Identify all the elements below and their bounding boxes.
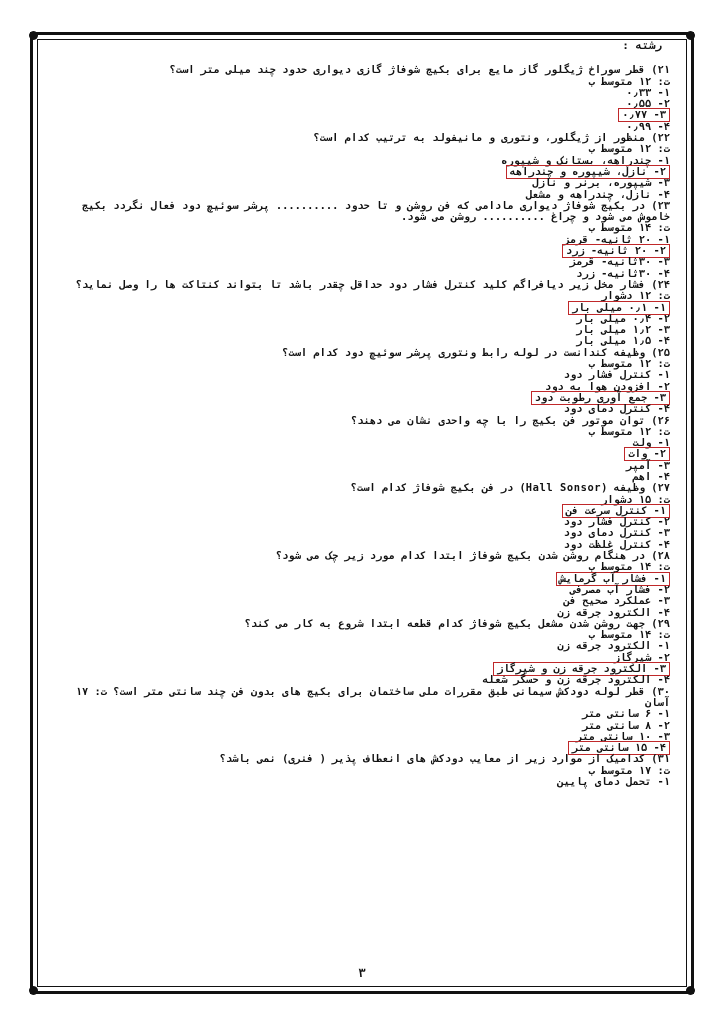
question-block bbox=[60, 280, 670, 348]
question-text: ۲۹) جهت روشن شدن مشعل بکیج شوفاژ کدام قطعه ابتدا شروع به کار می کند؟ bbox=[244, 617, 670, 630]
question-text: ۲۶) توان موتور فن بکیج را با چه واحدی نشان می دهند؟ bbox=[350, 414, 670, 427]
corner-ornament bbox=[29, 986, 38, 995]
option-text: ۳- ۰٫۷۷ bbox=[618, 108, 670, 122]
option-text: ۱- تحمل دمای پایین bbox=[557, 776, 670, 788]
question-meta: ت: ۱۲ متوسط ب bbox=[588, 75, 670, 88]
document-body bbox=[60, 40, 670, 980]
option-text: ۴- ۱۵ سانتی متر bbox=[568, 741, 670, 755]
question-text: ۲۱) قطر سوراخ ژیگلور گاز مایع برای بکیج شوفاژ گازی دیواری حدود چند میلی متر است؟ bbox=[169, 64, 670, 77]
corner-ornament bbox=[686, 986, 695, 995]
answer-option bbox=[60, 641, 670, 652]
answer-option bbox=[60, 404, 670, 415]
answer-option bbox=[60, 777, 670, 788]
question-meta: ت: ۱۴ متوسط ب bbox=[588, 561, 670, 574]
answer-option bbox=[60, 88, 670, 99]
option-text: ۲- افزودن هوا به دود bbox=[544, 380, 670, 393]
question-text: ۲۸) در هنگام روشن شدن بکیج شوفاژ ابتدا کدام مورد زیر چک می شود؟ bbox=[275, 550, 670, 563]
question-text: ۲۵) وظیفه کندانست در لوله رابط ونتوری پرشر سوئیچ دود کدام است؟ bbox=[282, 346, 670, 359]
option-text: ۴- اهم bbox=[632, 470, 670, 483]
option-text: ۱- ۰٫۳۳ bbox=[626, 86, 670, 99]
corner-ornament bbox=[686, 31, 695, 40]
option-text: ۴- الکترود جرقه زن و حسگر شعله bbox=[482, 674, 670, 687]
option-text: ۴- الکترود جرقه زن bbox=[557, 606, 670, 619]
option-text: ۳- ۳۰ثانیه- قرمز bbox=[569, 256, 670, 269]
page-number: ۳ bbox=[358, 966, 366, 980]
option-text: ۲- وات bbox=[624, 447, 670, 461]
option-text: ۴- نازل، چندراهه و مشعل bbox=[526, 188, 670, 201]
option-text: ۴- کنترل غلظت دود bbox=[563, 538, 670, 551]
option-text: ۲- ۰٫۴ میلی بار bbox=[576, 312, 670, 325]
option-text: ۴- ۰٫۹۹ bbox=[626, 120, 670, 133]
question-block bbox=[60, 416, 670, 484]
question-block bbox=[60, 133, 670, 201]
option-text: ۳- کنترل دمای دود bbox=[563, 527, 670, 540]
question-text: ۲۳) در بکیج شوفاژ دیواری مادامی که فن روشن و تا حدود .......... پرشر سوئیچ دود فعال نگردد بکیج خاموش می شود و چراغ .......... روشن می شود. bbox=[81, 199, 670, 224]
question-meta: ت: ۱۷ متوسط ب bbox=[588, 764, 670, 777]
answer-option-highlighted bbox=[60, 110, 670, 121]
option-text: ۱- ولت bbox=[632, 437, 670, 450]
option-text: ۱- الکترود جرقه زن bbox=[557, 640, 670, 653]
question-block bbox=[60, 687, 670, 755]
question-meta: ت: ۱۲ متوسط ب bbox=[588, 143, 670, 156]
option-text: ۴- ۳۰ثانیه- زرد bbox=[576, 267, 670, 280]
option-text: ۳- ۱٫۲ میلی بار bbox=[576, 324, 670, 337]
option-text: ۳- آمپر bbox=[626, 459, 670, 472]
option-text: ۲- شیرگاز bbox=[613, 651, 670, 664]
question-block bbox=[60, 348, 670, 416]
answer-option bbox=[60, 99, 670, 110]
option-text: ۲- کنترل فشار دود bbox=[563, 516, 670, 529]
question-block bbox=[60, 754, 670, 788]
answer-option bbox=[60, 461, 670, 472]
option-text: ۱- ۰٫۱ میلی بار bbox=[568, 301, 670, 315]
option-text: ۱- کنترل سرعت فن bbox=[562, 504, 670, 518]
question-meta: ت: ۱۴ متوسط ب bbox=[588, 222, 670, 235]
option-text: ۳- الکترود جرقه زن و شیرگاز bbox=[493, 662, 670, 676]
option-text: ۲- نازل، شیپوره و چندراهه bbox=[506, 165, 670, 179]
question-meta: ت: ۱۲ متوسط ب bbox=[588, 425, 670, 438]
option-text: ۱- کنترل فشار دود bbox=[563, 369, 670, 382]
option-text: ۱- چندراهه، بستانک و شیپوره bbox=[501, 154, 670, 167]
question-text: ۲۲) منظور از ژیگلور، ونتوری و مانیفولد به ترتیب کدام است؟ bbox=[313, 132, 670, 145]
option-text: ۲- ۲۰ ثانیه- زرد bbox=[562, 244, 670, 258]
answer-option-highlighted bbox=[60, 449, 670, 460]
option-text: ۲- ۰٫۵۵ bbox=[626, 98, 670, 111]
option-text: ۱- ۶ سانتی متر bbox=[582, 708, 670, 721]
question-meta: ت: ۱۵ دشوار bbox=[601, 493, 670, 506]
option-text: ۳- ۱۰ سانتی متر bbox=[576, 730, 670, 743]
answer-option bbox=[60, 675, 670, 686]
answer-option bbox=[60, 438, 670, 449]
option-text: ۲- ۸ سانتی متر bbox=[582, 719, 670, 732]
option-text: ۱- فشار آب گرمایش bbox=[556, 572, 670, 586]
question-list bbox=[60, 65, 670, 788]
option-text: ۴- ۱٫۵ میلی بار bbox=[576, 335, 670, 348]
option-text: ۳- عملکرد صحیح فن bbox=[563, 595, 670, 608]
question-block bbox=[60, 551, 670, 619]
option-text: ۴- کنترل دمای دود bbox=[563, 403, 670, 416]
option-text: ۳- جمع آوری رطوبت دود bbox=[531, 391, 670, 405]
option-text: ۲- فشار آب مصرفی bbox=[569, 583, 670, 596]
field-label: رشته : bbox=[622, 39, 662, 52]
answer-option bbox=[60, 709, 670, 720]
question-block bbox=[60, 201, 670, 280]
question-text: ۳۰) قطر لوله دودکش سیمانی طبق مقررات ملی ساختمان برای بکیج های بدون فن چند سانتی متر است؟ ت: ۱۷ آسان bbox=[75, 685, 670, 709]
option-text: ۳- شیپوره، برنر و نازل bbox=[532, 177, 670, 190]
question-block bbox=[60, 483, 670, 551]
question-block bbox=[60, 619, 670, 687]
question-text: ۲۴) فشار مخل زیر دیافراگم کلید کنترل فشار دود حداقل چقدر باشد تا بتواند کنتاکت ها را وصل نماید؟ ت: ۱۲ دشوار bbox=[75, 278, 670, 303]
corner-ornament bbox=[29, 31, 38, 40]
option-text: ۱- ۲۰ ثانیه- قرمز bbox=[563, 233, 670, 246]
question-text: ۲۷) وظیفه (Hall Sonsor) در فن بکیج شوفاژ کدام است؟ bbox=[350, 482, 670, 495]
question-text: ۳۱) کدامیک از موارد زیر از معایب دودکش های انعطاف پذیر ( فنری) نمی باشد؟ bbox=[219, 753, 670, 766]
question-meta: ت: ۱۴ متوسط ب bbox=[588, 629, 670, 642]
question-block bbox=[60, 65, 670, 133]
question-meta: ت: ۱۲ متوسط ب bbox=[588, 358, 670, 371]
